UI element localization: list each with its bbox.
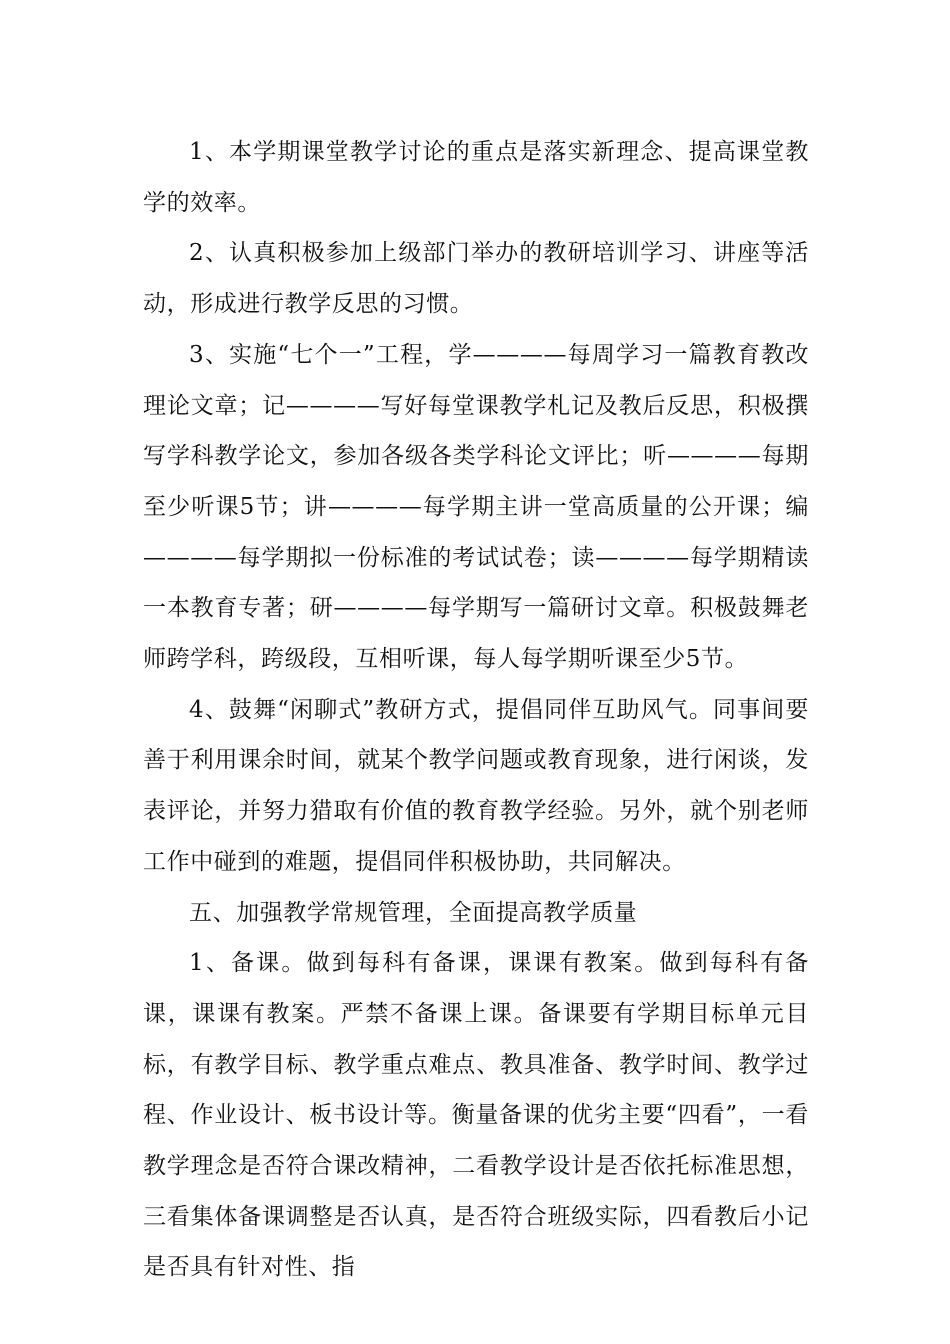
paragraph-2: 2、认真积极参加上级部门举办的教研培训学习、讲座等活动，形成进行教学反思的习惯。 [143,240,809,318]
paragraph-3: 3、实施“七个一”工程，学————每周学习一篇教育教改理论文章；记————写好每堂课教学札记及教后反思，积极撰写学科教学论文，参加各级各类学科论文评比；听————每期至少听课5节；讲————每学期主讲一堂高质量的公开课；编————每学期拟一份标准的考试试卷；读————每学期精读一本教育专著；研————每学期写一篇研讨文章。积极鼓舞老师跨学科，跨级段，互相听课，每人每学期听课至少5节。 [143,341,809,673]
section-heading: 五、加强教学常规管理，全面提高教学质量 [189,899,638,926]
paragraph-5: 1、备课。做到每科有备课，课课有教案。做到每科有备课，课课有教案。严禁不备课上课。备课要有学期目标单元目标，有教学目标、教学重点难点、教具准备、教学时间、教学过程、作业设计、板书设计等。衡量备课的优劣主要“四看”，一看教学理念是否符合课改精神，二看教学设计是否依托标准思想，三看集体备课调整是否认真，是否符合班级实际，四看教后小记是否具有针对性、指 [143,950,809,1281]
document-body [143,127,809,1293]
paragraph-4: 4、鼓舞“闲聊式”教研方式，提倡同伴互助风气。同事间要善于利用课余时间，就某个教学问题或教育现象，进行闲谈，发表评论，并努力猎取有价值的教育教学经验。另外，就个别老师工作中碰到的难题，提倡同伴积极协助，共同解决。 [143,696,809,875]
paragraph-1: 1、本学期课堂教学讨论的重点是落实新理念、提高课堂教学的效率。 [143,139,809,216]
